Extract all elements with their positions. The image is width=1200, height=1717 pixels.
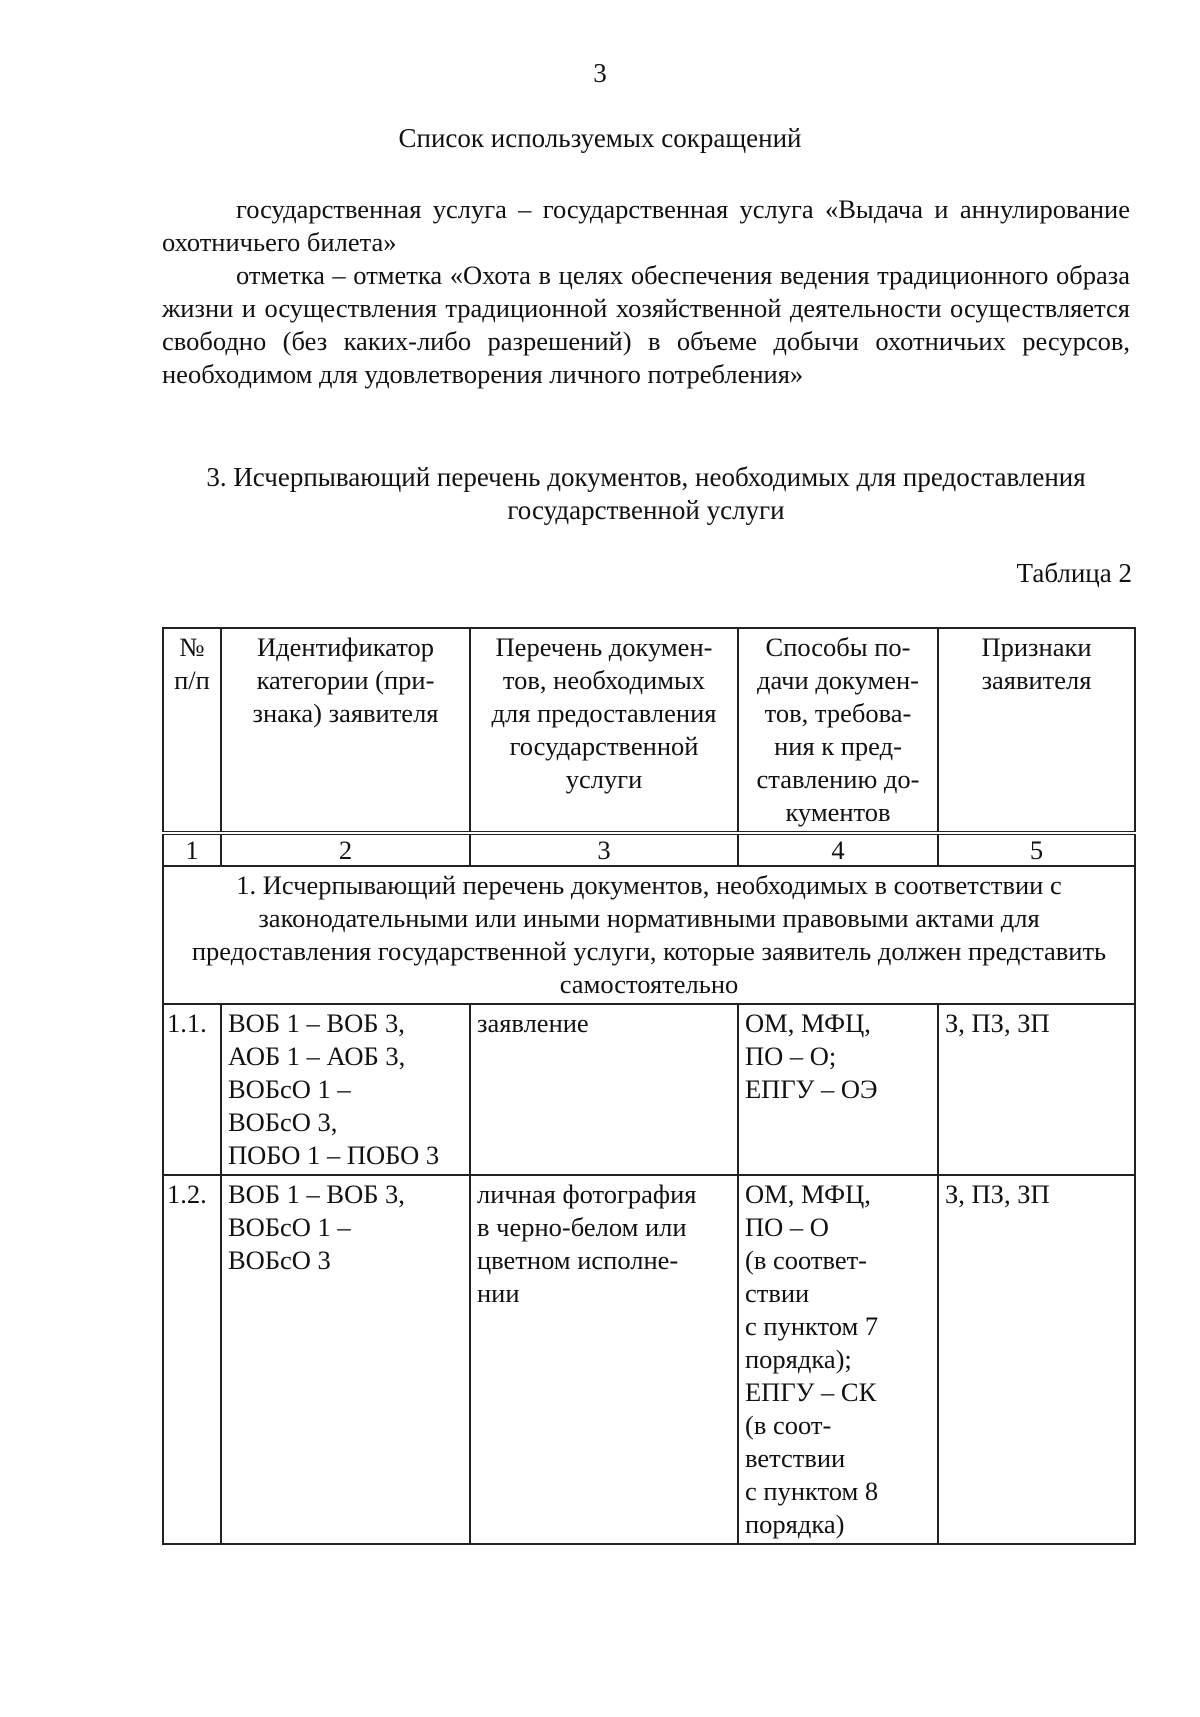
- table-row: [163, 1004, 1135, 1175]
- cell-line: З, ПЗ, ЗП: [945, 1179, 1050, 1209]
- cell-line: ПО – О: [745, 1212, 829, 1242]
- section-title-line-1: 3. Исчерпывающий перечень документов, необходимых для предоставления: [206, 462, 1086, 492]
- header-line: знака) заявителя: [252, 698, 439, 728]
- header-line: ставлению до-: [756, 764, 920, 794]
- row-categories: [221, 1004, 470, 1175]
- documents-table: [162, 627, 1136, 1545]
- column-number: 5: [938, 833, 1135, 866]
- header-line: Признаки: [981, 632, 1092, 662]
- column-number: 1: [163, 833, 221, 866]
- row-categories: [221, 1175, 470, 1544]
- row-documents: [470, 1004, 738, 1175]
- cell-line: ВОБ 1 – ВОБ 3,: [228, 1179, 405, 1209]
- cell-line: ЕПГУ – ОЭ: [745, 1074, 878, 1104]
- cell-line: ОМ, МФЦ,: [745, 1179, 871, 1209]
- row-signs: [938, 1004, 1135, 1175]
- cell-line: АОБ 1 – АОБ 3,: [228, 1041, 406, 1071]
- row-documents: [470, 1175, 738, 1544]
- row-methods: [738, 1004, 938, 1175]
- page-number: 3: [593, 58, 607, 88]
- header-line: кументов: [785, 797, 891, 827]
- table-row: [163, 1175, 1135, 1544]
- cell-line: ПО – О;: [745, 1041, 837, 1071]
- cell-line: ПОБО 1 – ПОБО 3: [228, 1140, 440, 1170]
- header-submission-methods: [738, 628, 938, 833]
- cell-line: ветствии: [745, 1443, 846, 1473]
- cell-line: ВОБсО 3: [228, 1245, 331, 1275]
- header-document-list: [470, 628, 738, 833]
- cell-line: ВОБсО 1 –: [228, 1212, 351, 1242]
- cell-line: ВОБ 1 – ВОБ 3,: [228, 1008, 405, 1038]
- cell-line: порядка): [745, 1509, 845, 1539]
- column-number: 4: [738, 833, 938, 866]
- header-line: услуги: [565, 764, 643, 794]
- row-methods: [738, 1175, 938, 1544]
- header-line: ния к пред-: [774, 731, 902, 761]
- cell-line: порядка);: [745, 1344, 852, 1374]
- cell-line: ВОБсО 1 –: [228, 1074, 351, 1104]
- cell-line: (в соответ-: [745, 1245, 867, 1275]
- header-line: для предоставления: [491, 698, 717, 728]
- cell-line: ОМ, МФЦ,: [745, 1008, 871, 1038]
- cell-line: нии: [477, 1278, 520, 1308]
- header-applicant-signs: [938, 628, 1135, 833]
- header-line: дачи докумен-: [757, 665, 919, 695]
- cell-line: ЕПГУ – СК: [745, 1377, 877, 1407]
- cell-line: личная фотография: [477, 1179, 697, 1209]
- header-number: [163, 628, 221, 833]
- header-applicant-category: [221, 628, 470, 833]
- header-line: тов, необходимых: [502, 665, 706, 695]
- section-title-line-2: государственной услуги: [507, 495, 785, 525]
- header-line: Перечень докумен-: [495, 632, 713, 662]
- table-caption: Таблица 2: [1016, 558, 1132, 588]
- header-line: государственной: [509, 731, 699, 761]
- header-line: заявителя: [981, 665, 1092, 695]
- group-row: [163, 866, 1135, 1004]
- column-numbers-row: [163, 833, 1135, 866]
- header-line: №: [179, 632, 205, 662]
- cell-line: ВОБсО 3,: [228, 1107, 338, 1137]
- header-line: п/п: [174, 665, 210, 695]
- header-line: Идентификатор: [257, 632, 434, 662]
- row-number: 1.1.: [163, 1004, 221, 1175]
- cell-line: с пунктом 8: [745, 1476, 879, 1506]
- cell-line: З, ПЗ, ЗП: [945, 1008, 1050, 1038]
- header-line: Способы по-: [765, 632, 911, 662]
- header-line: тов, требова-: [764, 698, 912, 728]
- cell-line: ствии: [745, 1278, 810, 1308]
- column-number: 2: [221, 833, 470, 866]
- cell-line: заявление: [477, 1008, 589, 1038]
- cell-line: цветном исполне-: [477, 1245, 679, 1275]
- abbreviation-state-service: государственная услуга – государственная услуга «Выдача и аннулирование охотничьего билета»: [162, 194, 1130, 257]
- section-heading: [160, 461, 1132, 527]
- row-number: 1.2.: [163, 1175, 221, 1544]
- cell-line: (в соот-: [745, 1410, 832, 1440]
- abbreviations-heading: Список используемых сокращений: [398, 123, 802, 153]
- header-line: категории (при-: [256, 665, 435, 695]
- abbreviation-mark: отметка – отметка «Охота в целях обеспечения ведения традиционного образа жизни и осуществления традиционной хозяйственной деятельности осуществляется свободно (без каких-либо разрешений) в объеме добычи охотничьих ресурсов, необходимом для удовлетворения личного потребления»: [162, 260, 1130, 389]
- cell-line: с пунктом 7: [745, 1311, 879, 1341]
- table-header-row: [163, 628, 1135, 833]
- row-signs: [938, 1175, 1135, 1544]
- group-title: 1. Исчерпывающий перечень документов, необходимых в соответствии с законодательными или иными нормативными правовыми актами для предоставления государственной услуги, которые заявитель должен представить самостоятельно: [163, 866, 1135, 1004]
- column-number: 3: [470, 833, 738, 866]
- cell-line: в черно-белом или: [477, 1212, 687, 1242]
